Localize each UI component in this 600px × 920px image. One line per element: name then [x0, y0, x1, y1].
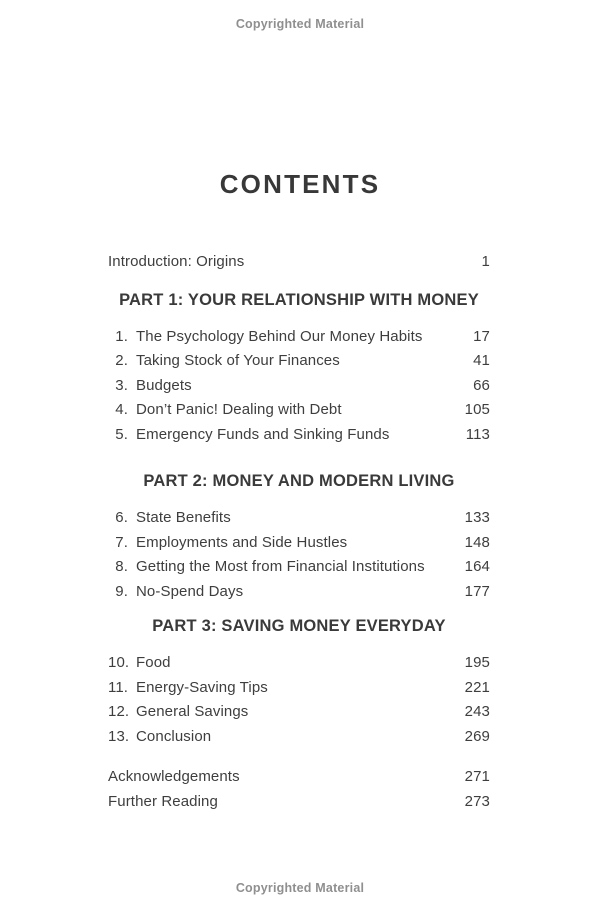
- page-number: 273: [464, 792, 490, 810]
- page-number: 1: [481, 253, 490, 270]
- chapter-number: 9.: [115, 582, 128, 600]
- chapter-row: [108, 555, 490, 580]
- chapter-number: 10.: [108, 654, 130, 671]
- chapter-number: 8.: [115, 558, 128, 575]
- page-number: 105: [464, 401, 490, 418]
- chapter-number: 6.: [115, 509, 128, 526]
- chapter-title: Emergency Funds and Sinking Funds: [136, 425, 390, 443]
- chapter-number: 7.: [115, 533, 128, 551]
- page-number: 195: [464, 654, 490, 671]
- chapter-number: 1.: [115, 327, 128, 345]
- chapter-number: 12.: [108, 703, 130, 720]
- entry-label: Further Reading: [108, 792, 218, 810]
- page-number: 113: [465, 425, 490, 443]
- chapter-title: Conclusion: [136, 727, 212, 745]
- chapter-title: Don’t Panic! Dealing with Debt: [136, 401, 342, 418]
- page-number: 41: [473, 352, 490, 369]
- page-number: 177: [464, 582, 490, 600]
- chapter-row: [108, 374, 490, 399]
- chapter-title: The Psychology Behind Our Money Habits: [136, 327, 423, 345]
- copyright-notice-bottom: Copyrighted Material: [235, 881, 365, 895]
- page-number: 269: [464, 727, 490, 745]
- part-heading: PART 1: YOUR RELATIONSHIP WITH MONEY: [119, 290, 479, 309]
- chapter-row: [108, 676, 490, 701]
- chapter-row: [108, 423, 490, 448]
- chapter-row: [108, 531, 490, 556]
- part-heading: PART 2: MONEY AND MODERN LIVING: [143, 472, 455, 490]
- chapter-row: [108, 325, 490, 350]
- page-number: 221: [464, 678, 490, 696]
- chapter-title: Budgets: [136, 376, 192, 394]
- chapter-number: 11.: [108, 678, 129, 696]
- page-number: 271: [464, 768, 490, 785]
- page-number: 133: [464, 509, 490, 526]
- entry-label: Acknowledgements: [108, 768, 240, 785]
- chapter-title: No-Spend Days: [136, 582, 244, 600]
- toc-entry: [108, 765, 490, 790]
- part-section: [108, 614, 490, 749]
- chapter-row: [108, 700, 490, 725]
- chapter-number: 13.: [108, 727, 130, 745]
- entry-label: Introduction: Origins: [108, 253, 245, 270]
- chapter-title: Energy-Saving Tips: [136, 678, 268, 696]
- chapter-row: [108, 398, 490, 423]
- copyright-notice-top: Copyrighted Material: [235, 17, 365, 31]
- table-of-contents: [108, 250, 490, 814]
- chapter-title: General Savings: [136, 703, 249, 720]
- page-number: 243: [464, 703, 490, 720]
- chapter-row: [108, 725, 490, 750]
- toc-entry: [108, 250, 490, 275]
- part-heading: PART 3: SAVING MONEY EVERYDAY: [152, 617, 446, 635]
- chapter-number: 3.: [115, 376, 128, 394]
- part-section: [108, 469, 490, 604]
- chapter-row: [108, 506, 490, 531]
- chapter-row: [108, 349, 490, 374]
- chapter-number: 5.: [115, 425, 128, 443]
- toc-back-matter: [108, 765, 490, 814]
- page-number: 148: [464, 533, 490, 551]
- chapter-row: [108, 651, 490, 676]
- toc-front-matter: [108, 250, 490, 275]
- part-section: [108, 288, 490, 448]
- toc-parts: [108, 288, 490, 750]
- chapter-title: Food: [136, 654, 171, 671]
- chapter-title: Taking Stock of Your Finances: [136, 352, 340, 369]
- chapter-row: [108, 580, 490, 605]
- chapter-title: Getting the Most from Financial Institutions: [136, 558, 425, 575]
- chapter-number: 4.: [115, 401, 128, 418]
- page-number: 17: [473, 327, 490, 345]
- toc-entry: [108, 790, 490, 815]
- chapter-title: Employments and Side Hustles: [136, 533, 348, 551]
- chapter-title: State Benefits: [136, 509, 231, 526]
- contents-title: CONTENTS: [219, 169, 381, 199]
- page-number: 164: [464, 558, 490, 575]
- page-number: 66: [473, 376, 490, 394]
- chapter-number: 2.: [115, 352, 128, 369]
